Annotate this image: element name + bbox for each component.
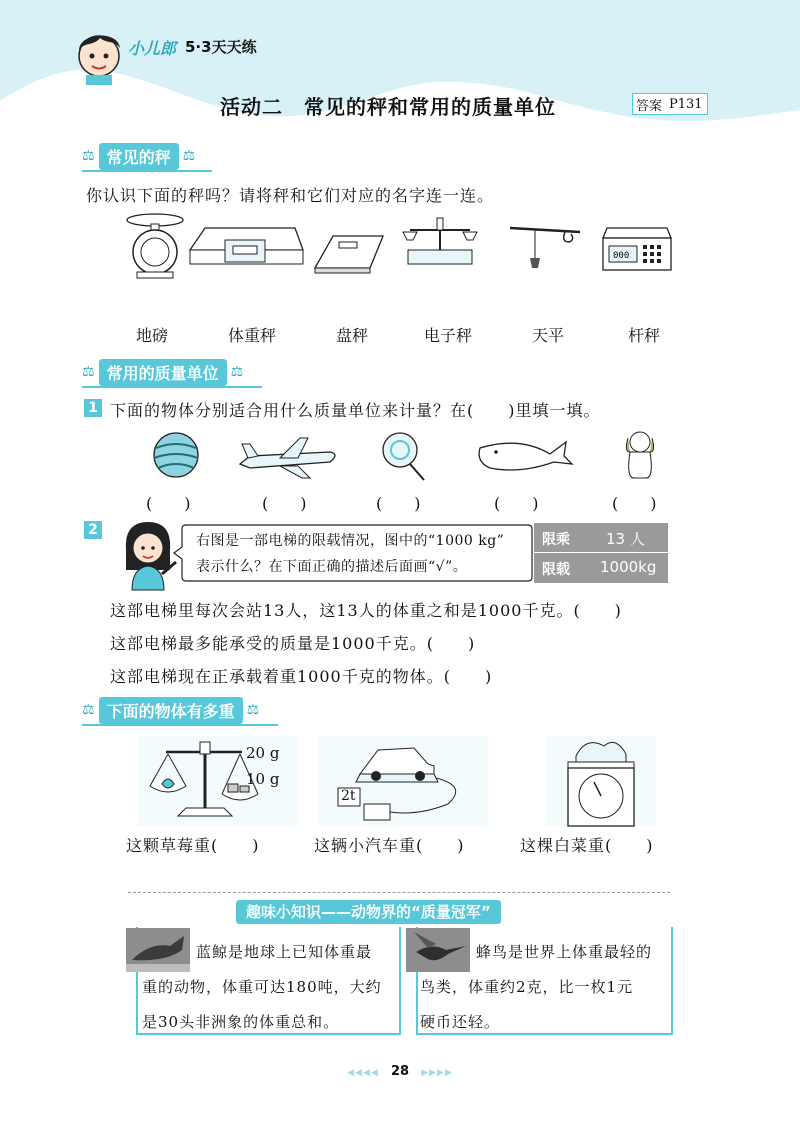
- right-arrows-icon: ▶▶▶▶: [421, 1068, 453, 1078]
- answer-ref-badge: [632, 93, 708, 115]
- lollipop-icon: [383, 433, 424, 480]
- bathroom-scale-icon: [315, 236, 383, 273]
- sign-passenger-label: 限乘: [542, 532, 570, 548]
- balance-mark-icon: ⚖: [82, 148, 95, 164]
- question-number-1: 1: [84, 399, 102, 417]
- scale-name: 地磅: [135, 326, 168, 345]
- answer-page: P131: [669, 96, 703, 112]
- car-weight-label: 2t: [341, 788, 356, 804]
- balance-mark-icon: ⚖: [82, 364, 95, 380]
- answer-blank[interactable]: ( ): [612, 494, 657, 513]
- page-number: 28: [390, 1064, 410, 1079]
- elevator-limit-sign: [534, 523, 668, 583]
- girl-pointing-icon: [118, 520, 178, 592]
- balance-mark-icon: ⚖: [230, 364, 244, 380]
- weighing-pictures: [138, 736, 678, 826]
- page-footer: [0, 1064, 800, 1079]
- balance-mark-icon: ⚖: [182, 148, 196, 164]
- weight-label-20g: 20 g: [246, 744, 280, 762]
- q2-option-1[interactable]: 这部电梯里每次会站13人，这13人的体重之和是1000千克。( ): [110, 601, 622, 620]
- brand-logo: 小儿郎: [128, 39, 177, 58]
- airplane-icon: [240, 438, 335, 478]
- scales-instruction: 你认识下面的秤吗？请将秤和它们对应的名字连一连。: [86, 186, 495, 205]
- svg-text:000: 000: [613, 251, 630, 261]
- whale-fact-line-3: 是30头非洲象的体重总和。: [142, 1013, 340, 1031]
- whale-fact-line-1: 蓝鲸是地球上已知体重最: [196, 943, 373, 961]
- blue-whale-photo: [126, 928, 190, 972]
- dog-icon: [626, 432, 653, 478]
- scale-name: 杆秤: [627, 326, 660, 345]
- balance-scale-icon: [403, 218, 477, 264]
- cabbage-weight-question[interactable]: 这棵白菜重( ): [520, 836, 654, 855]
- bubble-line-1: 右图是一部电梯的限载情况，图中的“1000 kg”: [196, 533, 505, 549]
- bubble-line-2: 表示什么？在下面正确的描述后面画“√”。: [196, 559, 468, 575]
- car-weighbridge-icon: [318, 736, 488, 826]
- mascot-boy-icon: [70, 26, 128, 86]
- scale-name: 体重秤: [227, 326, 276, 345]
- answer-blank[interactable]: ( ): [494, 494, 539, 513]
- sign-load-value: 1000kg: [600, 558, 657, 576]
- answer-blank[interactable]: ( ): [376, 494, 421, 513]
- watermelon-icon: [154, 433, 198, 477]
- balance-mark-icon: ⚖: [82, 702, 95, 718]
- section-underline: [82, 386, 262, 388]
- answer-blank[interactable]: ( ): [262, 494, 307, 513]
- scale-names-row: [108, 323, 708, 347]
- fun-facts-title: 趣味小知识——动物界的“质量冠军”: [236, 900, 501, 924]
- scale-pictures: [125, 210, 685, 280]
- question-number-2: 2: [84, 521, 102, 539]
- strawberry-weight-question[interactable]: 这颗草莓重( ): [126, 836, 260, 855]
- q1-objects: [140, 428, 680, 483]
- kitchen-scale-icon: [127, 214, 183, 278]
- platform-scale-icon: [190, 228, 303, 264]
- section-heading-common-scales: ⚖ 常见的秤 ⚖: [82, 143, 195, 169]
- sign-passenger-value: 13 人: [606, 530, 645, 548]
- section-underline: [82, 724, 278, 726]
- q1-blanks-row: [140, 491, 700, 511]
- q2-option-3[interactable]: 这部电梯现在正承载着重1000千克的物体。( ): [110, 667, 493, 686]
- steelyard-icon: [510, 228, 580, 268]
- scale-name: 电子秤: [423, 326, 472, 345]
- q1-text: 下面的物体分别适合用什么质量单位来计量？在( )里填一填。: [110, 401, 601, 420]
- whale-icon: [479, 442, 572, 470]
- series-name: 5·3天天练: [185, 38, 257, 56]
- section-heading-how-heavy: ⚖ 下面的物体有多重 ⚖: [82, 697, 259, 723]
- q2-option-2[interactable]: 这部电梯最多能承受的质量是1000千克。( ): [110, 634, 476, 653]
- section-heading-mass-units: ⚖ 常用的质量单位 ⚖: [82, 359, 243, 385]
- car-weight-question[interactable]: 这辆小汽车重( ): [314, 836, 465, 855]
- electronic-scale-icon: [603, 228, 671, 270]
- scale-name: 天平: [531, 326, 564, 345]
- hummingbird-fact-line-1: 蜂鸟是世界上体重最轻的: [476, 943, 653, 961]
- section-underline: [82, 170, 212, 172]
- scale-name: 盘秤: [335, 326, 368, 345]
- weight-label-10g: 10 g: [246, 770, 280, 788]
- page-title: 活动二 常见的秤和常用的质量单位: [220, 95, 556, 119]
- balance-mark-icon: ⚖: [246, 702, 260, 718]
- hummingbird-photo: [406, 928, 470, 972]
- sign-load-label: 限载: [542, 562, 570, 578]
- answer-blank[interactable]: ( ): [146, 494, 191, 513]
- hummingbird-fact-line-3: 硬币还轻。: [420, 1013, 501, 1031]
- hummingbird-fact-line-2: 鸟类，体重约2克，比一枚1元: [420, 978, 634, 996]
- fun-box-top-line: [128, 892, 670, 894]
- cabbage-dial-scale-icon: [546, 736, 656, 826]
- answer-label: 答案: [636, 98, 663, 114]
- left-arrows-icon: ◀◀◀◀: [347, 1068, 379, 1078]
- whale-fact-line-2: 重的动物，体重可达180吨，大约: [142, 978, 382, 996]
